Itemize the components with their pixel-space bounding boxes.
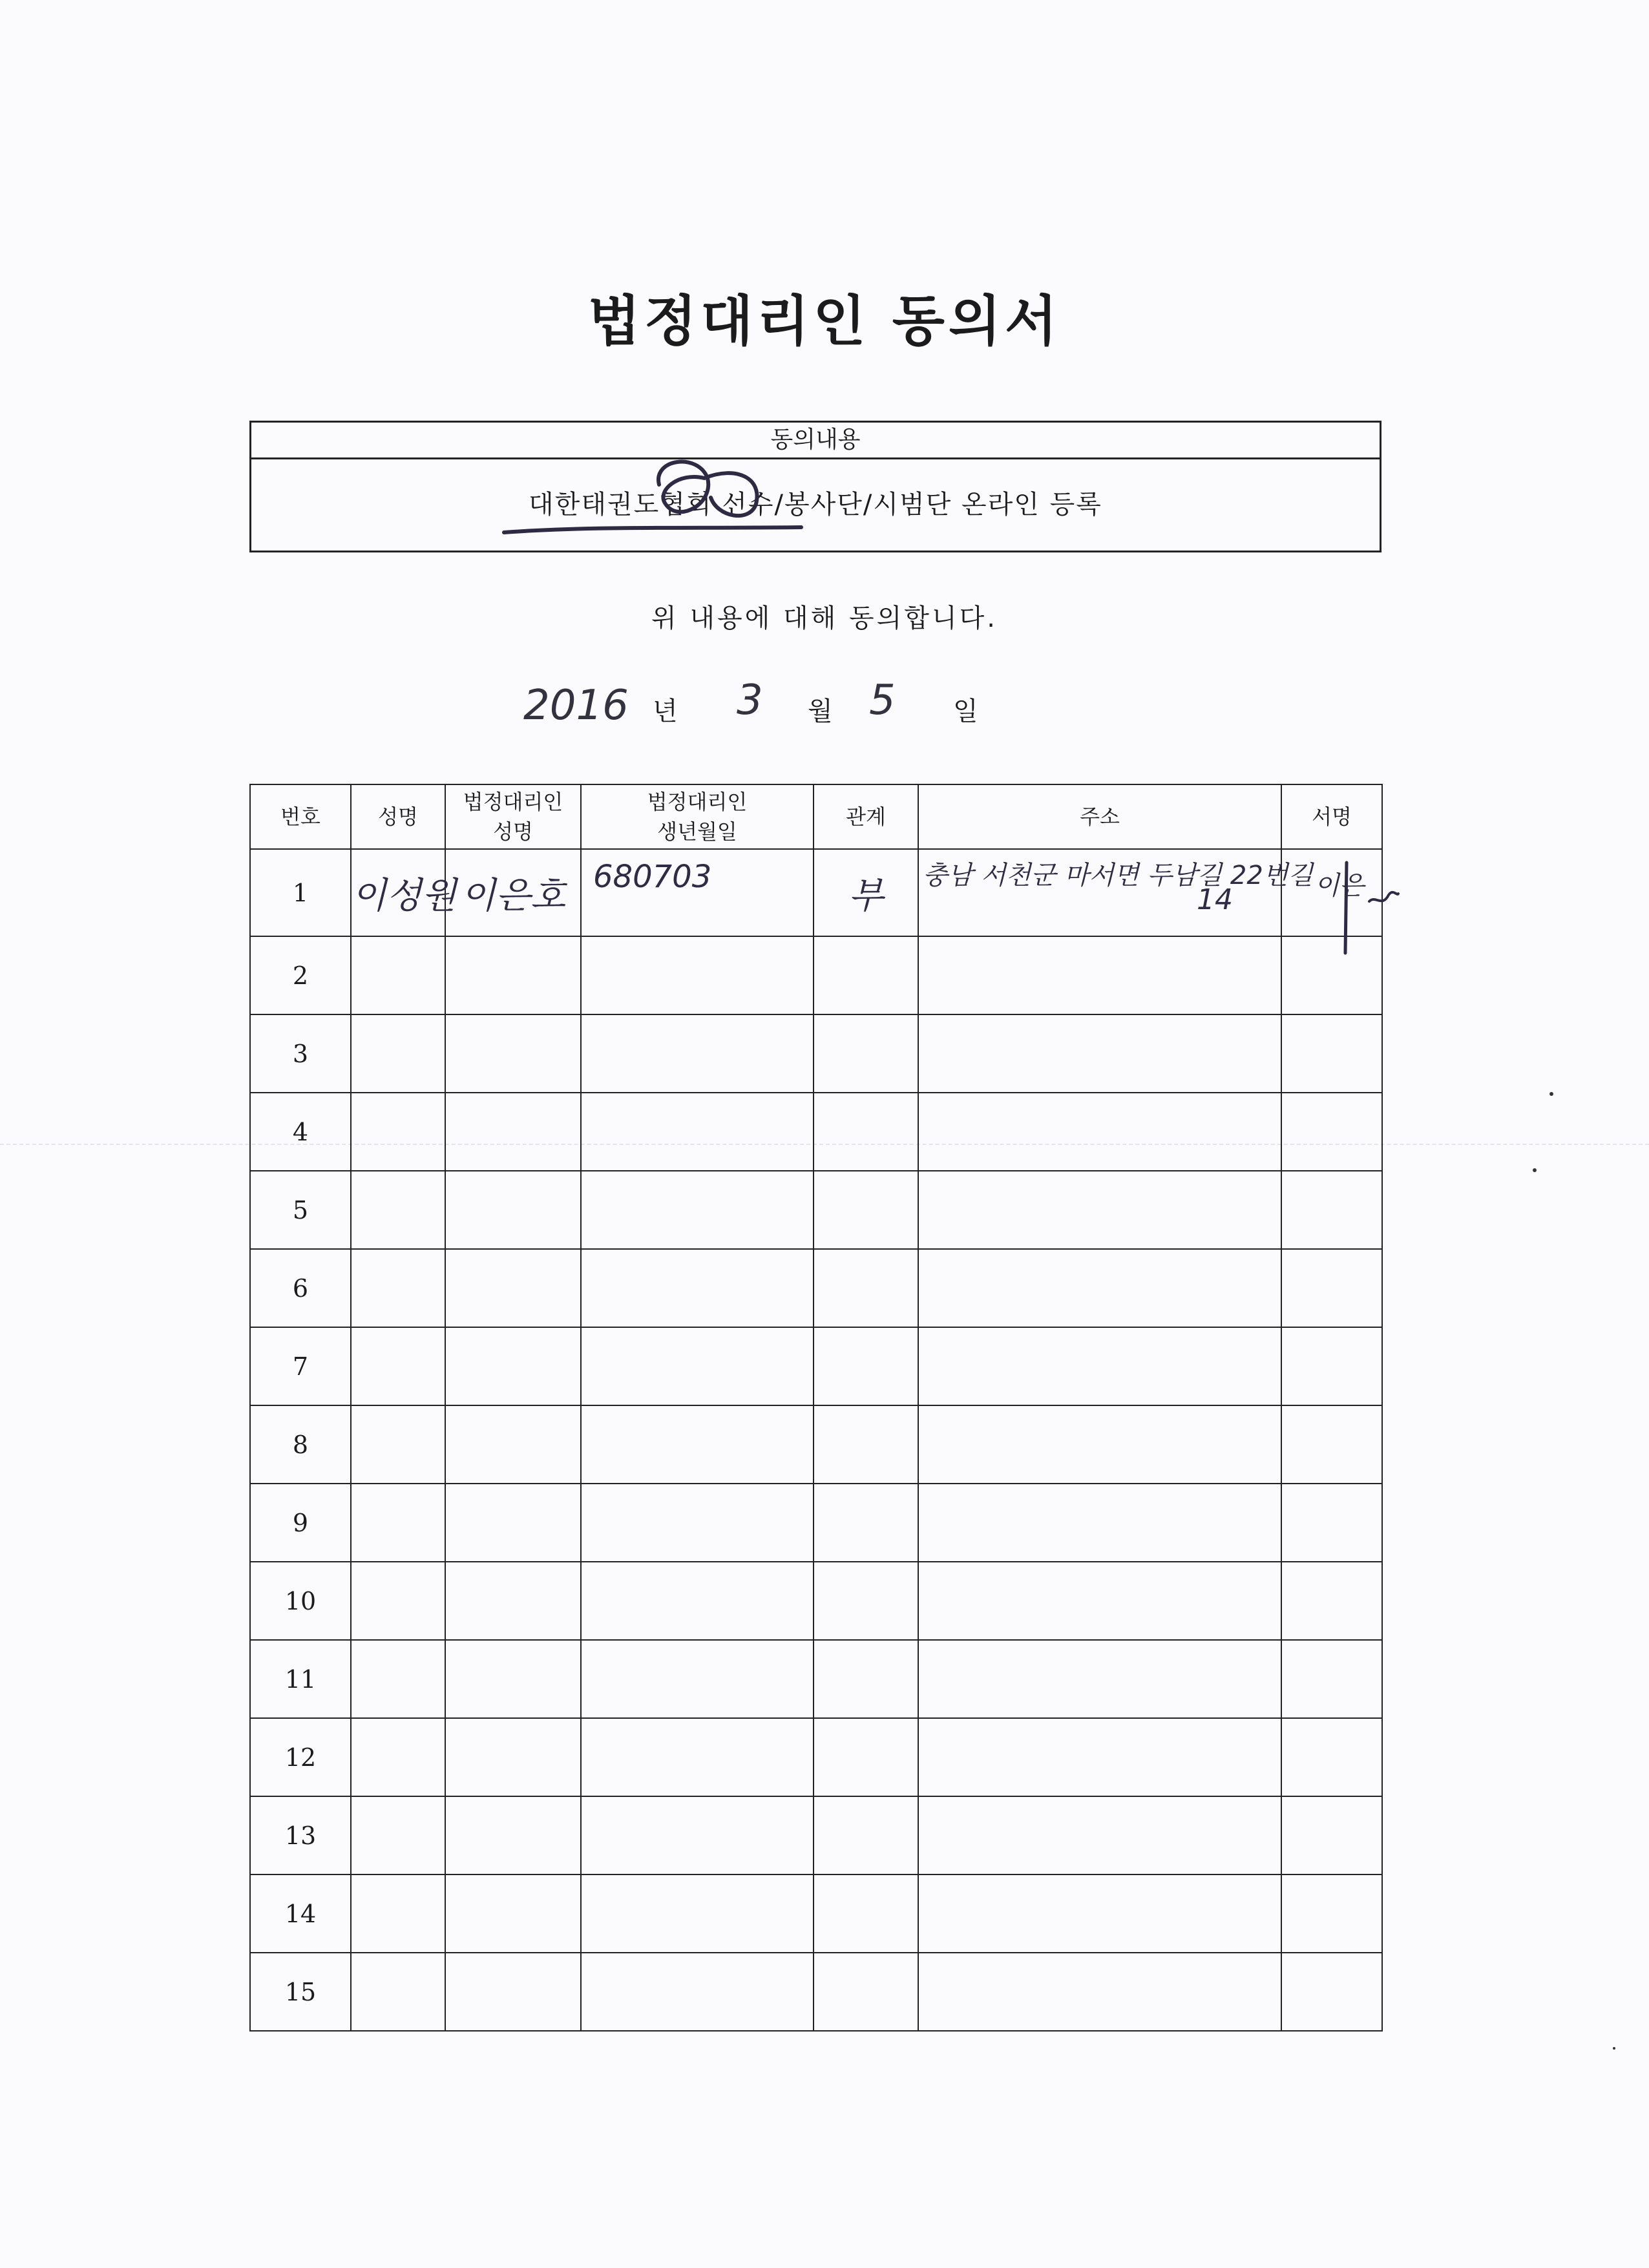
- date-row: [0, 677, 1649, 740]
- agreement-sentence: 위 내용에 대해 동의합니다.: [651, 604, 998, 633]
- row-no: 8: [250, 1405, 351, 1484]
- row-no: 12: [250, 1718, 351, 1796]
- table-row: [250, 1171, 1382, 1249]
- row-no: 9: [250, 1484, 351, 1562]
- date-year: 2016: [523, 682, 629, 730]
- table-row: [250, 936, 1382, 1014]
- row-no: 11: [250, 1640, 351, 1718]
- table-row: [250, 1327, 1382, 1405]
- table-row: [250, 1562, 1382, 1640]
- row-no: 10: [250, 1562, 351, 1640]
- date-day: 5: [869, 677, 896, 724]
- header-signature: 서명: [1281, 784, 1382, 849]
- date-month-label: 월: [808, 697, 833, 726]
- paper-speck: [1533, 1168, 1537, 1172]
- row-no: 1: [250, 849, 351, 936]
- date-year-label: 년: [653, 697, 678, 726]
- row-no: 5: [250, 1171, 351, 1249]
- paper-speck: [1549, 1092, 1553, 1096]
- row-no: 3: [250, 1014, 351, 1093]
- date-day-label: 일: [953, 697, 978, 726]
- row-address-value: 충남 서천군 마서면 두남길 22번길: [923, 861, 1314, 890]
- date-month: 3: [737, 677, 763, 724]
- header-no: 번호: [250, 784, 351, 849]
- row-guardian-name: [445, 849, 581, 936]
- row-no: 4: [250, 1093, 351, 1171]
- consent-content: 대한태권도협회 선수/봉사단/시범단 온라인 등록: [529, 490, 1102, 520]
- page-title: 법정대리인 동의서: [587, 289, 1062, 353]
- table-row: [250, 1093, 1382, 1171]
- row-no: 7: [250, 1327, 351, 1405]
- table-header-row: [250, 784, 1382, 849]
- row-guardian-birth: [581, 849, 814, 936]
- table-row: [250, 1718, 1382, 1796]
- row-no: 6: [250, 1249, 351, 1327]
- table-row: [250, 1640, 1382, 1718]
- header-address: 주소: [918, 784, 1281, 849]
- row-name-value: 이성원: [352, 874, 457, 917]
- table-row: [250, 1405, 1382, 1484]
- guardian-table: [249, 784, 1383, 2032]
- row-no: 13: [250, 1796, 351, 1874]
- consent-heading: 동의내용: [251, 423, 1380, 459]
- paper-speck: [1613, 2047, 1615, 2050]
- row-name: [351, 849, 457, 936]
- header-guardian-name: 법정대리인 성명: [445, 784, 581, 849]
- row-relation-value: 부: [848, 874, 884, 917]
- row-no: 2: [250, 936, 351, 1014]
- header-name: 성명: [351, 784, 445, 849]
- row-signature: [1281, 849, 1382, 936]
- table-row: [250, 1249, 1382, 1327]
- signature-stroke: [1308, 856, 1398, 953]
- row-no: 15: [250, 1953, 351, 2031]
- row-no: 14: [250, 1874, 351, 1953]
- table-row: [250, 1874, 1382, 1953]
- header-guardian-birth: 법정대리인 생년월일: [581, 784, 814, 849]
- consent-box: [249, 421, 1381, 552]
- row-guardian-name-value: 이은호: [460, 874, 566, 917]
- row-address-line2: 14: [1197, 883, 1233, 916]
- table-row: [250, 1014, 1382, 1093]
- row-signature-value: 이은: [1314, 871, 1365, 901]
- row-address: [918, 849, 1314, 936]
- table-row: [250, 1484, 1382, 1562]
- table-row: [250, 849, 1382, 936]
- handwritten-circle-mark: [491, 452, 814, 543]
- row-guardian-birth-value: 680703: [593, 859, 712, 895]
- table-row: [250, 1796, 1382, 1874]
- header-relation: 관계: [814, 784, 918, 849]
- row-relation: [814, 849, 918, 936]
- table-row: [250, 1953, 1382, 2031]
